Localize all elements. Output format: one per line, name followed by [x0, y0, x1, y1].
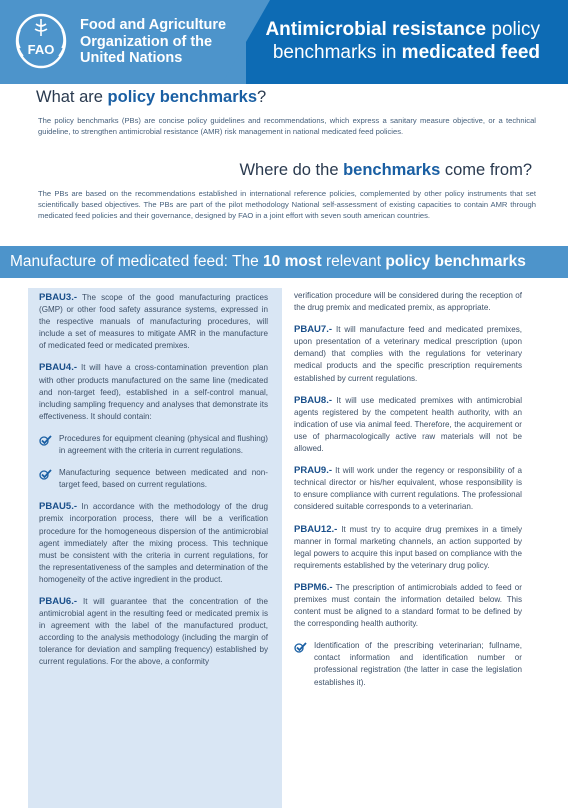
pbpm6-item-1	[294, 640, 522, 688]
pbau4-item-1	[39, 433, 268, 457]
pbau3-text: The scope of the good manufacturing practices (GMP) or other food safety assurance systems, expressed in the respective manuals of manufacturing procedures, will include a set of measures to mitigate AMR in the manufacture of medicated feed or medicated premixes.	[39, 293, 268, 351]
title-regular-2: benchmarks in	[272, 42, 402, 63]
pbau6-text: It will guarantee that the concentration of the antimicrobial agent in the resulting feed or medicated premix is in agreement with the label of the manufactured product, according to the analysis methodology (including the margin of tolerance for deviation and sampling frequency) established by current regulations. For the above, a conformity	[39, 596, 268, 667]
benchmark-prau9	[294, 465, 522, 513]
org-line-3: United Nations	[80, 50, 183, 66]
prau9-label: PRAU9.-	[294, 465, 333, 477]
benchmark-pbau4	[39, 362, 268, 422]
org-line-2: Organization of the	[80, 33, 213, 50]
band-pre: Manufacture of medicated feed: The	[10, 253, 264, 270]
check-icon	[39, 468, 53, 480]
section-band	[0, 246, 568, 278]
heading-what-pre: What are	[36, 88, 108, 106]
section-text-what: The policy benchmarks (PBs) are concise policy guidelines and recommendations, which express a sanitary measure objective, or a technical guideline, to strengthen antimicrobial resistance (AMR) risk management in national medicated feed policies.	[38, 116, 536, 137]
benchmark-pbau5	[39, 501, 268, 586]
section-text-where: The PBs are based on the recommendations established in international reference policies, complemented by other policy instruments that set scientifically based objectives. The PBs are part of the pilot methodology National self-assessment of existing capacities to contain AMR through medicated feed policies and their governance, designed by FAO in a joint effort with seven south american countries.	[38, 189, 536, 221]
document-title	[265, 18, 540, 64]
pbau3-label: PBAU3.-	[39, 292, 78, 303]
benchmark-pbau7	[294, 324, 522, 384]
pbau5-text: In accordance with the methodology of the drug premix incorporation process, there will be a verification procedure for the homogeneous dispersion of the antimicrobial agent immediately after the mixing process. This technique must be consistent with the criteria in current regulations, for the representativeness of the samples and determination of the homogeneity of the active ingredient in the product.	[39, 502, 268, 584]
fao-logo-icon	[12, 10, 70, 72]
check-icon	[294, 641, 308, 653]
pbau4-item-2-text: Manufacturing sequence between medicated and non-target feed, based on current regulations.	[59, 468, 268, 490]
pbau7-text: It will manufacture feed and medicated premixes, upon presentation of a veterinary medical prescription (upon demand) that complies with the regulations for veterinary medical products and the specific prescription requirements established by current regulations.	[294, 325, 522, 383]
prau9-text: It will work under the regency or responsibility of a technical director or his/her equivalent, whose responsibility is to ensure compliance with current regulations. The professional considered suitable corresponds to a veterinarian.	[294, 466, 522, 512]
band-bold-2: policy benchmarks	[385, 253, 526, 270]
pbau4-label: PBAU4.-	[39, 362, 78, 374]
benchmark-pbpm6	[294, 582, 522, 630]
pbau6-continued-text: verification procedure will be considered during the reception of the drug premix and medicated premix, as appropriate.	[294, 291, 522, 313]
title-bold-1: Antimicrobial resistance	[265, 19, 487, 40]
right-column	[294, 290, 522, 699]
heading-what-bold: policy benchmarks	[107, 88, 258, 106]
heading-where-post: come from?	[440, 161, 532, 179]
heading-where-bold: benchmarks	[343, 161, 441, 179]
section-heading-what	[36, 88, 266, 107]
pbpm6-text: The prescription of antimicrobials added to feed or premixes must contain the information detailed below. This content must be aligned to a standard format to be defined by the corresponding health authority.	[294, 582, 522, 629]
logo-text: FAO	[27, 42, 55, 57]
pbau12-label: PBAU12.-	[294, 523, 338, 535]
left-column	[39, 292, 268, 679]
heading-what-post: ?	[257, 88, 267, 106]
title-bold-2: medicated feed	[401, 42, 540, 63]
org-line-1: Food and Agriculture	[80, 17, 227, 33]
section-heading-where	[239, 161, 532, 180]
org-name	[80, 17, 226, 67]
band-bold-1: 10 most	[263, 253, 322, 270]
benchmark-pbau3	[39, 292, 268, 352]
page-header	[0, 0, 568, 84]
check-icon	[39, 434, 53, 446]
band-mid: relevant	[321, 253, 386, 270]
pbau4-text: It will have a cross-contamination prevention plan with other products manufactured on the same line (medicated and non-target feed), established in a self-control manual, including sampling frequency and analyses that demonstrate its effectiveness. It should contain:	[39, 363, 268, 421]
pbau5-label: PBAU5.-	[39, 501, 78, 513]
benchmark-pbau12	[294, 524, 522, 572]
pbpm6-label: PBPM6.-	[294, 581, 333, 593]
pbau7-label: PBAU7.-	[294, 324, 333, 336]
pbau12-text: It must try to acquire drug premixes in a timely manner in formal marketing channels, an action supported by legal powers to acquire this input based on compliance with the requirements established by the veterinary drug policy.	[294, 524, 522, 570]
pbau6-label: PBAU6.-	[39, 595, 78, 607]
pbau8-text: It will use medicated premixes with antimicrobial agents registered by the competent health authority, with an indication of use via animal feed. Therefore, the acquirement or use of pharmacologically active raw materials will not be allowed.	[294, 395, 522, 454]
pbau4-item-1-text: Procedures for equipment cleaning (physical and flushing) in agreement with the criteria in current regulations.	[59, 433, 268, 456]
title-regular-1: policy	[486, 19, 540, 40]
benchmark-pbau6	[39, 596, 268, 669]
pbpm6-item-1-text: Identification of the prescribing veterinarian; fullname, contact information and identification number or professional registration (the latter in case the legislation establishes it).	[314, 641, 522, 687]
pbau8-label: PBAU8.-	[294, 394, 333, 406]
header-wedge	[222, 0, 270, 84]
pbau4-item-2	[39, 467, 268, 491]
heading-where-pre: Where do the	[239, 161, 344, 179]
benchmark-pbau8	[294, 395, 522, 455]
